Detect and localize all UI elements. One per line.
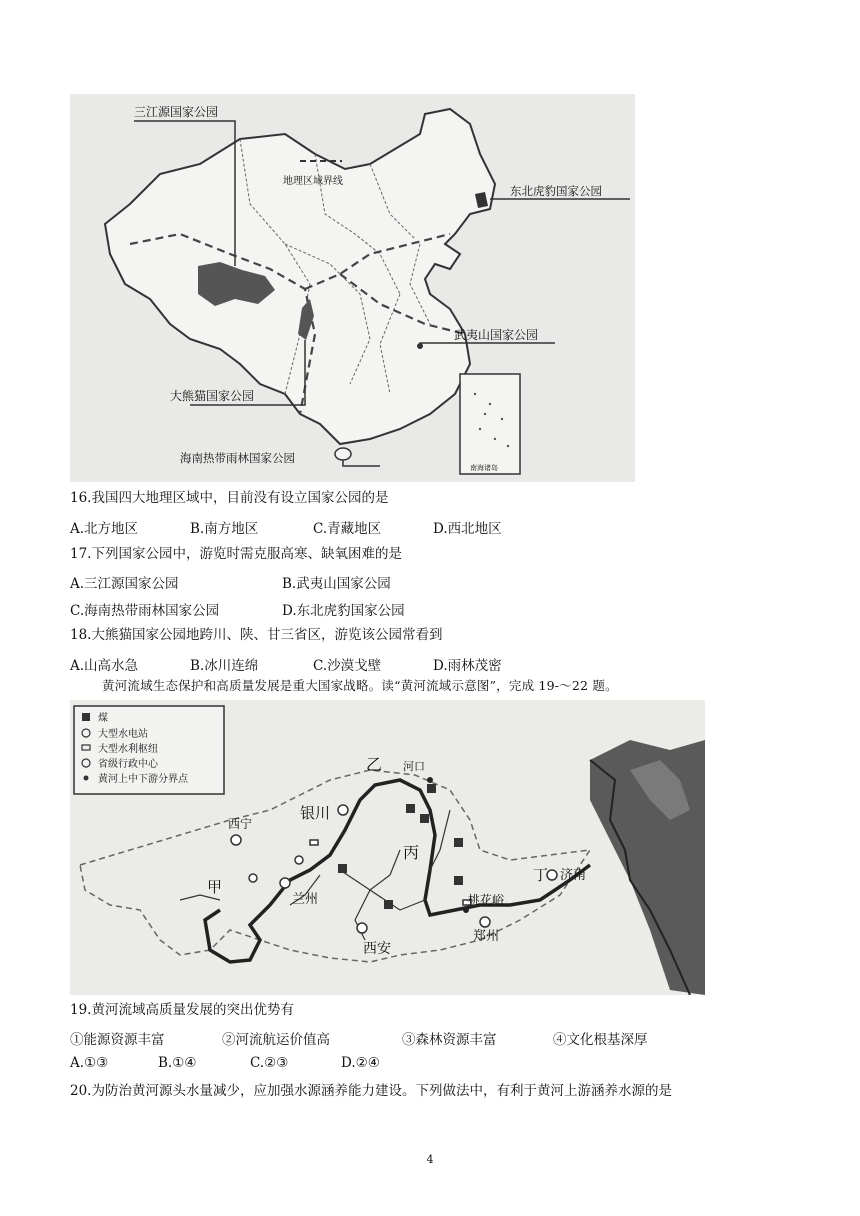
label-dongbei: 东北虎豹国家公园 — [510, 184, 602, 198]
page-number: 4 — [426, 1153, 434, 1166]
label-inset: 南海诸岛 — [470, 464, 498, 472]
basin-boundary — [80, 770, 590, 962]
label-jinan: 济南 — [560, 868, 587, 883]
label-daxiongmao: 大熊猫国家公园 — [170, 389, 255, 403]
label-zhengzhou: 郑州 — [473, 929, 500, 944]
south-china-sea-inset — [460, 374, 520, 474]
label-hekou: 河口 — [403, 760, 425, 773]
q16-stem: 16.我国四大地理区域中，目前没有设立国家公园的是 — [70, 490, 389, 506]
label-yinchuan: 银川 — [300, 804, 331, 822]
label-bing: 丙 — [403, 843, 420, 862]
label-taohuayu: 桃花峪 — [468, 893, 505, 907]
q17-option-c: C.海南热带雨林国家公园 — [70, 603, 220, 619]
q17-option-b: B.武夷山国家公园 — [282, 576, 391, 592]
label-yi: 乙 — [366, 755, 383, 774]
label-wuyishan: 武夷山国家公园 — [454, 328, 539, 342]
q18-stem: 18.大熊猫国家公园地跨川、陕、甘三省区，游览该公园常看到 — [70, 627, 443, 643]
label-ding: 丁 — [533, 866, 549, 884]
legend-hub: 大型水利枢纽 — [98, 744, 158, 755]
q18-option-d: D.雨林茂密 — [433, 658, 502, 674]
q16-option-b: B.南方地区 — [190, 521, 259, 537]
label-xian: 西安 — [363, 941, 391, 957]
q20-stem: 20.为防治黄河源头水量减少，应加强水源涵养能力建设。下列做法中，有利于黄河上游涵养水源的是 — [70, 1083, 672, 1099]
label-xining: 西宁 — [228, 817, 253, 831]
legend-region-boundary: 地理区域界线 — [283, 176, 343, 187]
q16-option-c: C.青藏地区 — [313, 521, 382, 537]
q19-statement-2: ②河流航运价值高 — [222, 1032, 330, 1048]
q19-statement-3: ③森林资源丰富 — [402, 1032, 497, 1048]
q19-statement-4: ④文化根基深厚 — [553, 1032, 648, 1048]
q18-option-b: B.冰川连绵 — [190, 658, 259, 674]
q19-stem: 19.黄河流域高质量发展的突出优势有 — [70, 1002, 294, 1018]
label-jia: 甲 — [207, 878, 223, 896]
legend-divide-point: 黄河上中下游分界点 — [98, 774, 188, 785]
legend-capital: 省级行政中心 — [98, 759, 158, 770]
china-national-parks-map — [70, 94, 635, 482]
q17-option-d: D.东北虎豹国家公园 — [282, 603, 405, 619]
q19-option-c: C.②③ — [250, 1055, 289, 1071]
hainan-island — [335, 448, 351, 460]
label-hainan: 海南热带雨林国家公园 — [180, 451, 295, 465]
q19-option-b: B.①④ — [158, 1055, 197, 1071]
label-sanjiangyuan: 三江源国家公园 — [134, 105, 219, 119]
q16-option-d: D.西北地区 — [433, 521, 502, 537]
label-lanzhou: 兰州 — [292, 892, 319, 907]
q18-option-a: A.山高水急 — [70, 658, 139, 674]
q17-stem: 17.下列国家公园中，游览时需克服高寒、缺氧困难的是 — [70, 546, 402, 562]
q16-option-a: A.北方地区 — [70, 521, 139, 537]
q19-statement-1: ①能源资源丰富 — [70, 1032, 165, 1048]
q17-option-a: A.三江源国家公园 — [70, 576, 179, 592]
legend-hydropower: 大型水电站 — [98, 729, 148, 740]
china-outline — [105, 109, 495, 444]
legend-coal: 煤 — [98, 713, 108, 724]
yellow-river-basin-map — [70, 700, 705, 995]
q18-option-c: C.沙漠戈壁 — [313, 658, 382, 674]
section-intro: 黄河流域生态保护和高质量发展是重大国家战略。读“黄河流域示意图”，完成 19-～22 题。 — [102, 678, 618, 693]
q19-option-a: A.①③ — [70, 1055, 109, 1071]
q19-option-d: D.②④ — [341, 1055, 380, 1071]
